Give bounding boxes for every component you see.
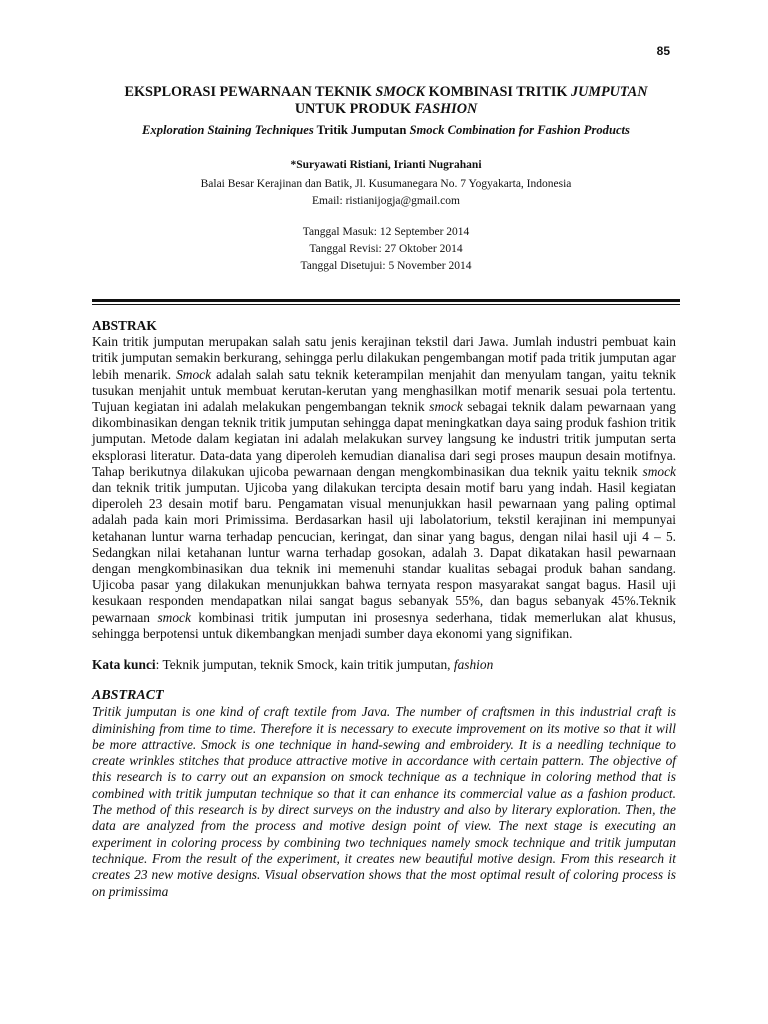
- title-part: KOMBINASI TRITIK: [425, 84, 572, 100]
- subtitle-part: Tritik Jumputan: [313, 123, 410, 137]
- keywords-text: : Teknik jumputan, teknik Smock, kain tritik jumputan,: [155, 657, 454, 672]
- header-divider: [92, 299, 680, 305]
- abstrak-italic: smock: [642, 463, 676, 479]
- keywords-italic: fashion: [453, 657, 494, 672]
- author-email: Email: ristianijogja@gmail.com: [312, 195, 460, 207]
- abstrak-italic: smock: [429, 399, 463, 415]
- title-part: UNTUK PRODUK: [294, 101, 415, 117]
- title-part: EKSPLORASI PEWARNAAN TEKNIK: [124, 84, 376, 100]
- date-received: Tanggal Masuk: 12 September 2014: [302, 226, 470, 238]
- abstrak-text: adalah salah satu teknik keterampilan menjahit dan menyulam tangan, yaitu teknik tusukan menjahit untuk membuat kerutan-kerutan yang menghasilkan motif menarik sesuai pola tertentu. Tujuan kegiatan ini adalah melakukan pengembangan teknik: [92, 366, 676, 415]
- abstract-body: Tritik jumputan is one kind of craft textile from Java. The number of craftsmen in this industrial craft is diminishing from time to time. Therefore it is necessary to execute improvement on its motive so that it will be more attractive. Smock is one technique in hand-sewing and embroidery. It is a needling technique to create wrinkles stitches that produce attractive motive in accordance with certain pattern. The objective of this research is to carry out an expansion on smock technique as a technique in coloring method that is combined with tritik jumputan technique so that it can enhance its commercial value as a fashion product. The method of this research is by direct surveys on the industry and also by literary exploration. Then, the data are analyzed from the process and motive design point of view. The next stage is executing an experiment in coloring process by combining two techniques namely smock technique and tritik jumputan technique. From the result of the experiment, it creates new beautiful motive design. From this research it creates 23 new motive designs. Visual observation shows that the most optimal result of coloring process is on primissima: [92, 704, 676, 899]
- article-title: [88, 84, 684, 118]
- subtitle-part: Smock Combination for Fashion Products: [409, 123, 630, 137]
- abstrak-italic: Smock: [176, 366, 212, 382]
- title-italic-jumputan: JUMPUTAN: [571, 84, 648, 100]
- abstrak-italic: smock: [157, 609, 191, 625]
- abstrak-text: sebagai teknik dalam pewarnaan yang dikombinasikan dengan teknik tritik jumputan sehingga dapat meningkatkan daya saing produk fashion tritik jumputan. Metode dalam kegiatan ini adalah melakukan survey langsung ke industri tritik jumputan serta eksplorasi literatur. Data-data yang diperoleh kemudian dianalisa dari segi proses maupun desain motifnya. Tahap berikutnya dilakukan ujicoba pewarnaan dengan mengkombinasikan dua teknik yaitu teknik: [92, 399, 676, 479]
- abstract-heading: ABSTRACT: [92, 688, 164, 703]
- abstract-section: [92, 688, 676, 900]
- abstrak-text: Kain tritik jumputan merupakan salah satu jenis kerajinan tekstil dari Jawa. Jumlah industri pembuat kain tritik jumputan semakin berkurang, sehingga perlu dilakukan pengembangan motif pada tritik jumputan agar lebih menarik.: [92, 334, 676, 382]
- divider-thick: [92, 299, 680, 302]
- date-accepted: Tanggal Disetujui: 5 November 2014: [300, 260, 472, 272]
- title-italic-fashion: FASHION: [414, 101, 478, 117]
- abstrak-text: kombinasi tritik jumputan ini prosesnya sederhana, tidak memerlukan alat khusus, sehingga berpotensi untuk dikembangkan menjadi sumber daya ekonomi yang signifikan.: [92, 609, 677, 641]
- abstrak-section: [92, 318, 676, 642]
- article-dates: [88, 224, 684, 275]
- title-italic-smock: SMOCK: [375, 84, 426, 100]
- authors: *Suryawati Ristiani, Irianti Nugrahani: [290, 159, 482, 171]
- keywords: [92, 657, 676, 673]
- divider-thin: [92, 304, 680, 305]
- keywords-label: Kata kunci: [92, 657, 156, 672]
- page-number: 85: [656, 44, 670, 58]
- abstrak-text: dan teknik tritik jumputan. Ujicoba yang dilakukan tercipta desain motif baru yang indah. Hasil kegiatan diperoleh 23 desain motif baru. Pengamatan visual menunjukkan hasil pewarnaan yang paling optimal adalah pada kain mori Primissima. Berdasarkan hasil uji labolatorium, tekstil kerajinan ini mempunyai ketahanan luntur warna terhadap pencucian, keringat, dan sinar yang bagus, dengan nilai hasil uji 4 – 5. Sedangkan nilai ketahanan luntur warna terhadap gosokan, adalah 3. Dapat dikatakan hasil pewarnaan dengan mengkombinasikan dua teknik ini memenuhi standar kualitas sebagai produk bahan sandang. Ujicoba pasar yang dilakukan menunjukkan bahwa ternyata respon masyarakat sangat bagus. Hasil uji kesukaan responden mendapatkan nilai sangat bagus sebanyak 55%, dan bagus sebanyak 45%.Teknik pewarnaan: [92, 480, 676, 625]
- date-revised: Tanggal Revisi: 27 Oktober 2014: [309, 243, 463, 255]
- affiliation: Balai Besar Kerajinan dan Batik, Jl. Kusumanegara No. 7 Yogyakarta, Indonesia: [200, 178, 572, 190]
- subtitle-part: Exploration Staining Techniques: [142, 123, 314, 137]
- abstrak-heading: ABSTRAK: [92, 318, 157, 333]
- article-subtitle-english: [88, 122, 684, 139]
- abstrak-body: [92, 334, 676, 642]
- article-header: [88, 84, 684, 275]
